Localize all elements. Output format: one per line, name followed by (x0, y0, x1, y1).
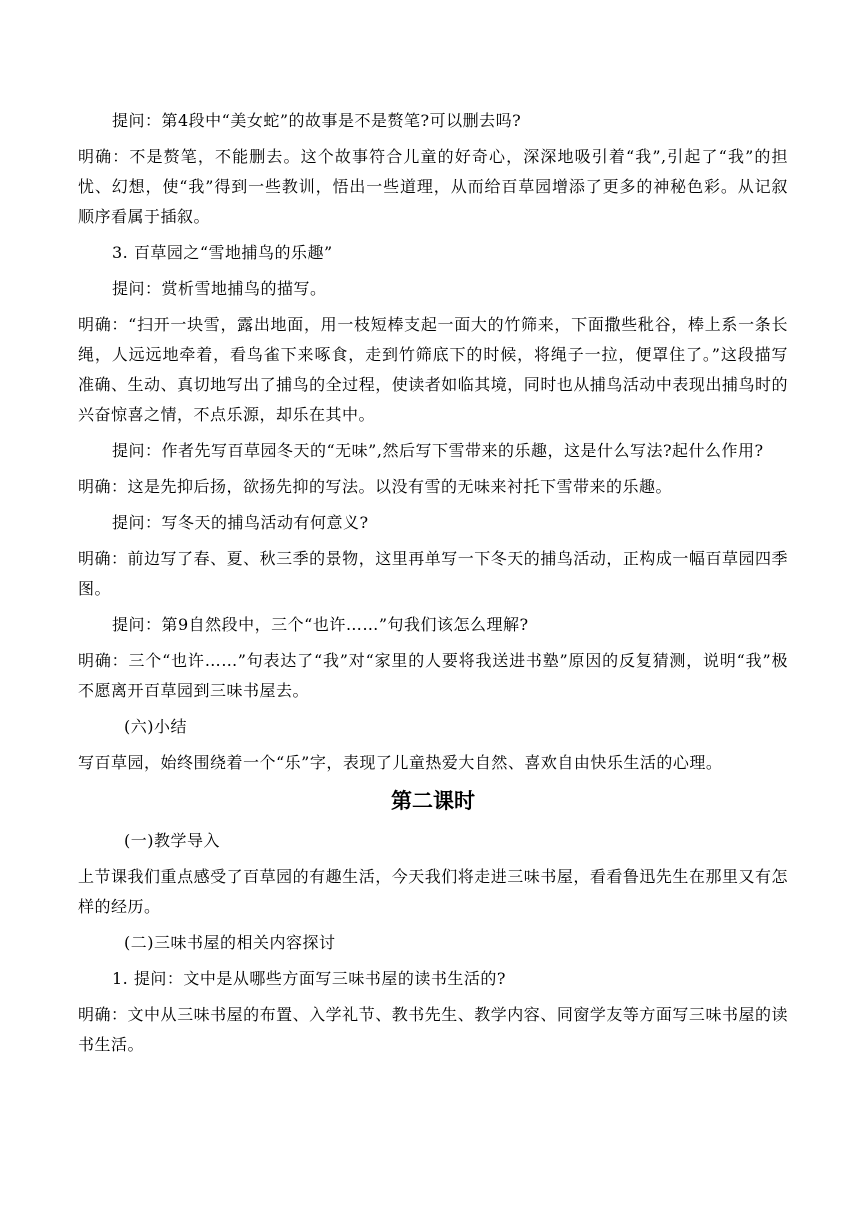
answer-paragraph: 明确：三个“也许……”句表达了“我”对“家里的人要将我送进书塾”原因的反复猜测，说明“我”极不愿离开百草园到三味书屋去。 (78, 651, 788, 700)
answer-paragraph: 明确：前边写了春、夏、秋三季的景物，这里再单写一下冬天的捕鸟活动，正构成一幅百草园四季图。 (78, 549, 788, 598)
subsection-heading: (二)三味书屋的相关内容探讨 (124, 933, 336, 952)
answer-paragraph: 明确：这是先抑后扬，欲扬先抑的写法。以没有雪的无味来衬托下雪带来的乐趣。 (78, 477, 673, 496)
answer-paragraph: 明确：文中从三味书屋的布置、入学礼节、教书先生、教学内容、同窗学友等方面写三味书屋的读书生活。 (78, 1005, 788, 1054)
subsection-heading: (一)教学导入 (124, 831, 220, 850)
body-paragraph: 上节课我们重点感受了百草园的有趣生活，今天我们将走进三味书屋，看看鲁迅先生在那里又有怎样的经历。 (78, 867, 788, 916)
question-paragraph: 提问：第4段中“美女蛇”的故事是不是赘笔?可以删去吗? (112, 111, 522, 130)
summary-heading: (六)小结 (124, 717, 187, 736)
question-paragraph: 提问：写冬天的捕鸟活动有何意义? (112, 513, 369, 532)
question-paragraph: 提问：赏析雪地捕鸟的描写。 (112, 279, 327, 298)
question-paragraph: 提问：作者先写百草园冬天的“无味”,然后写下雪带来的乐趣，这是什么写法?起什么作用? (112, 441, 764, 460)
section-title: 第二课时 (391, 789, 475, 813)
answer-paragraph: 明确：“扫开一块雪，露出地面，用一枝短棒支起一面大的竹筛来，下面撒些秕谷，棒上系一条长绳，人远远地牵着，看鸟雀下来啄食，走到竹筛底下的时候，将绳子一拉，便罩住了。”这段描写准确、生动、真切地写出了捕鸟的全过程，使读者如临其境，同时也从捕鸟活动中表现出捕鸟时的兴奋惊喜之情，不点乐源，却乐在其中。 (78, 315, 788, 424)
summary-paragraph: 写百草园，始终围绕着一个“乐”字，表现了儿童热爱大自然、喜欢自由快乐生活的心理。 (78, 753, 723, 772)
question-paragraph: 提问：第9自然段中，三个“也许……”句我们该怎么理解? (112, 615, 529, 634)
subsection-heading: 3. 百草园之“雪地捕鸟的乐趣” (112, 243, 333, 262)
answer-paragraph: 明确：不是赘笔，不能删去。这个故事符合儿童的好奇心，深深地吸引着“我”,引起了“我”的担忧、幻想，使“我”得到一些教训，悟出一些道理，从而给百草园增添了更多的神秘色彩。从记叙顺序看属于插叙。 (78, 147, 788, 226)
question-paragraph: 1. 提问：文中是从哪些方面写三味书屋的读书生活的? (112, 969, 506, 988)
